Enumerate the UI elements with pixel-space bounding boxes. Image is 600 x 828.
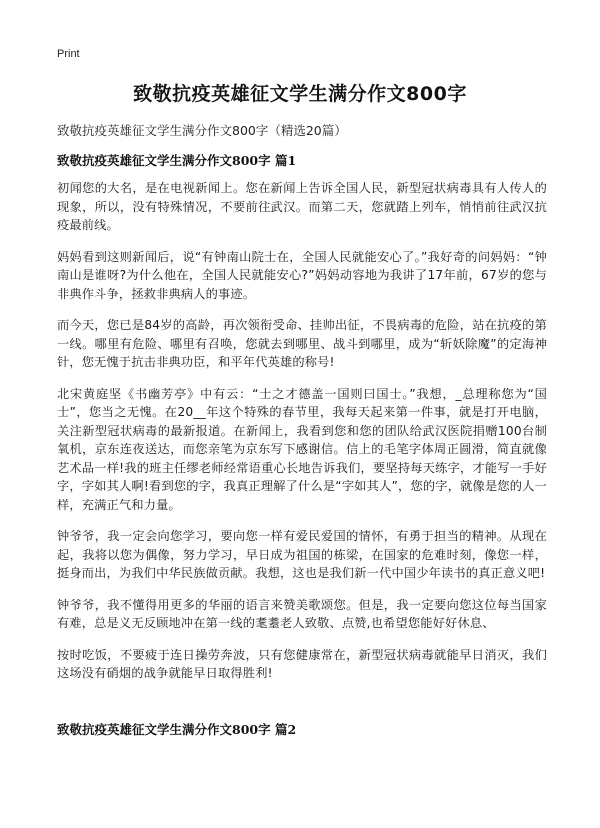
paragraph: 而今天，您已是84岁的高龄，再次领衔受命、挂帅出征，不畏病毒的危险，站在抗疫的第一线。哪里有危险、哪里有召唤，您就去到哪里、战斗到哪里，成为“斩妖除魔”的定海神针，您无愧于抗击非典功臣，和平年代英雄的称号!: [57, 318, 547, 369]
paragraph: 钟爷爷，我不懂得用更多的华丽的语言来赞美歌颂您。但是，我一定要向您这位每当国家有难，总是义无反顾地冲在第一线的耄耋老人致敬、点赞,也希望您能好好休息、: [57, 597, 547, 630]
paragraph: 按时吃饭，不要疲于连日操劳奔波，只有您健康常在，新型冠状病毒就能早日消灭，我们这场没有硝烟的战争就能早日取得胜利!: [57, 647, 547, 680]
print-link[interactable]: Print: [57, 48, 80, 60]
paragraph: 钟爷爷，我一定会向您学习，要向您一样有爱民爱国的情怀，有勇于担当的精神。从现在起，我将以您为偶像，努力学习，早日成为祖国的栋梁，在国家的危难时刻，像您一样，挺身而出，为我们中华民族做贡献。我想，这也是我们新一代中国少年读书的真正意义吧!: [57, 529, 547, 580]
document-subtitle: 致敬抗疫英雄征文学生满分作文800字（精选20篇）: [57, 123, 347, 138]
section-heading-2: 致敬抗疫英雄征文学生满分作文800字 篇2: [57, 722, 297, 737]
paragraph: 北宋黄庭坚《书幽芳亭》中有云：“士之才德盖一国则曰国士。”我想，_总理称您为“国士”，您当之无愧。在20__年这个特殊的春节里，我每天起来第一件事，就是打开电脑，关注新型冠状病毒的最新报道。在新闻上，我看到您和您的团队给武汉医院捐赠100台制氧机，京东连夜送达，而您亲笔为京东写下感谢信。信上的毛笔字体周正圆滑，简直就像艺术品一样!我的班主任缪老师经常语重心长地告诉我们，要坚持每天练字，才能写一手好字，字如其人啊!看到您的字，我真正理解了什么是“字如其人”，您的字，就像是您的人一样，充满正气和力量。: [57, 386, 547, 512]
article-body: [57, 179, 547, 696]
paragraph: 初闻您的大名，是在电视新闻上。您在新闻上告诉全国人民，新型冠状病毒具有人传人的现象，所以，没有特殊情况，不要前往武汉。而第二天，您就踏上列车，悄悄前往武汉抗疫最前线。: [57, 181, 547, 232]
section-heading-1: 致敬抗疫英雄征文学生满分作文800字 篇1: [57, 153, 297, 168]
page-title: 致敬抗疫英雄征文学生满分作文800字: [133, 83, 467, 105]
paragraph: 妈妈看到这则新闻后，说“有钟南山院士在，全国人民就能安心了。”我好奇的问妈妈：“钟南山是谁呀?为什么他在，全国人民就能安心?”妈妈动容地为我讲了17年前，67岁的您与非典作斗争，拯救非典病人的事迹。: [57, 249, 547, 301]
